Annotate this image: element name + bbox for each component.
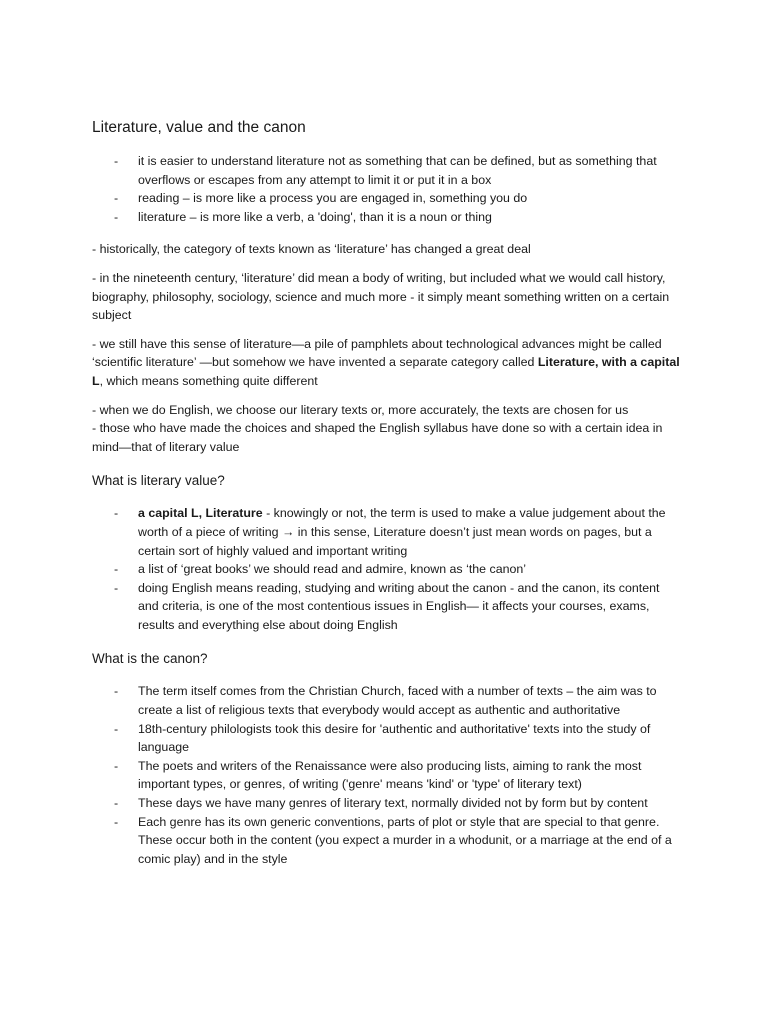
paragraph-english-choices (92, 401, 682, 457)
list-item-text: a list of ‘great books’ we should read and admire, known as ‘the canon’ (138, 562, 527, 577)
list-item-text: doing English means reading, studying and writing about the canon - and the canon, its content and criteria, is one of the most contentious issues in English— it affects your courses, exams, results and everything else about doing English (138, 580, 660, 632)
section-heading-literary-value: What is literary value? (92, 473, 225, 489)
list-item (92, 682, 682, 719)
paragraph-scientific-literature (92, 335, 682, 391)
paragraph-text: - those who have made the choices and shaped the English syllabus have done so with a certain idea in mind—that of literary value (92, 421, 663, 454)
list-dash: - (114, 721, 119, 736)
document-title: Literature, value and the canon (92, 119, 306, 136)
list-dash: - (114, 580, 119, 595)
paragraph-text: - we still have this sense of literature—a pile of pamphlets about technological advances might be called ‘scientific literature’ —but somehow we have invented a separate category called (92, 336, 662, 370)
paragraph-text: , which means something quite different (99, 373, 318, 388)
list-item-text: These days we have many genres of literary text, normally divided not by form but by content (138, 796, 648, 811)
paragraph-history: - historically, the category of texts known as ‘literature’ has changed a great deal (92, 242, 531, 257)
intro-list (92, 152, 682, 226)
list-dash: - (114, 796, 119, 811)
list-item-text: it is easier to understand literature not as something that can be defined, but as something that overflows or escapes from any attempt to limit it or put it in a box (138, 154, 657, 187)
list-item (92, 757, 682, 794)
list-item (92, 189, 682, 208)
list-item (92, 504, 682, 560)
paragraph-text: - when we do English, we choose our literary texts or, more accurately, the texts are chosen for us (92, 402, 629, 417)
list-item (92, 794, 682, 813)
canon-list (92, 682, 682, 868)
list-item-text: - knowingly or not, the term is used to make a value judgement about the worth of a piece of writing → in this sense, Literature doesn’t just mean words on pages, but a certain sort of highly valued and important writing (138, 506, 666, 558)
list-dash: - (114, 191, 119, 206)
list-dash: - (114, 154, 119, 168)
list-dash: - (114, 209, 119, 224)
list-item (92, 813, 682, 869)
list-item-text: The poets and writers of the Renaissance were also producing lists, aiming to rank the most important types, or genres, of writing ('genre' means 'kind' or 'type' of literary text) (138, 758, 642, 792)
list-item (92, 720, 682, 757)
literary-value-list (92, 504, 682, 634)
list-dash: - (114, 814, 119, 829)
list-dash: - (114, 684, 119, 699)
paragraph-emphasis: Literature, with a capital L (92, 355, 680, 388)
list-dash: - (114, 562, 119, 577)
list-item (92, 208, 682, 227)
list-item-text: literature – is more like a verb, a 'doing', than it is a noun or thing (138, 209, 492, 224)
list-item-text: The term itself comes from the Christian Church, faced with a number of texts – the aim was to create a list of religious texts that everybody would accept as authentic and authoritative (138, 684, 657, 718)
list-item-text: reading – is more like a process you are engaged in, something you do (138, 191, 528, 206)
list-item-emphasis: a capital L, Literature (138, 506, 263, 521)
list-item (92, 152, 682, 189)
section-heading-canon: What is the canon? (92, 651, 208, 667)
list-dash: - (114, 506, 119, 521)
list-dash: - (114, 758, 119, 773)
document-body (92, 118, 682, 882)
list-item (92, 560, 682, 579)
paragraph-nineteenth-century: - in the nineteenth century, ‘literature’ did mean a body of writing, but included what we would call history, biography, philosophy, sociology, science and much more - it simply meant something written on a certain subject (92, 270, 670, 323)
list-item-text: Each genre has its own generic conventions, parts of plot or style that are special to that genre. These occur both in the content (you expect a murder in a whodunit, or a marriage at the end of a comic play) and in the style (138, 814, 672, 866)
list-item (92, 579, 682, 635)
list-item-text: 18th-century philologists took this desire for 'authentic and authoritative' texts into the study of language (138, 721, 651, 755)
